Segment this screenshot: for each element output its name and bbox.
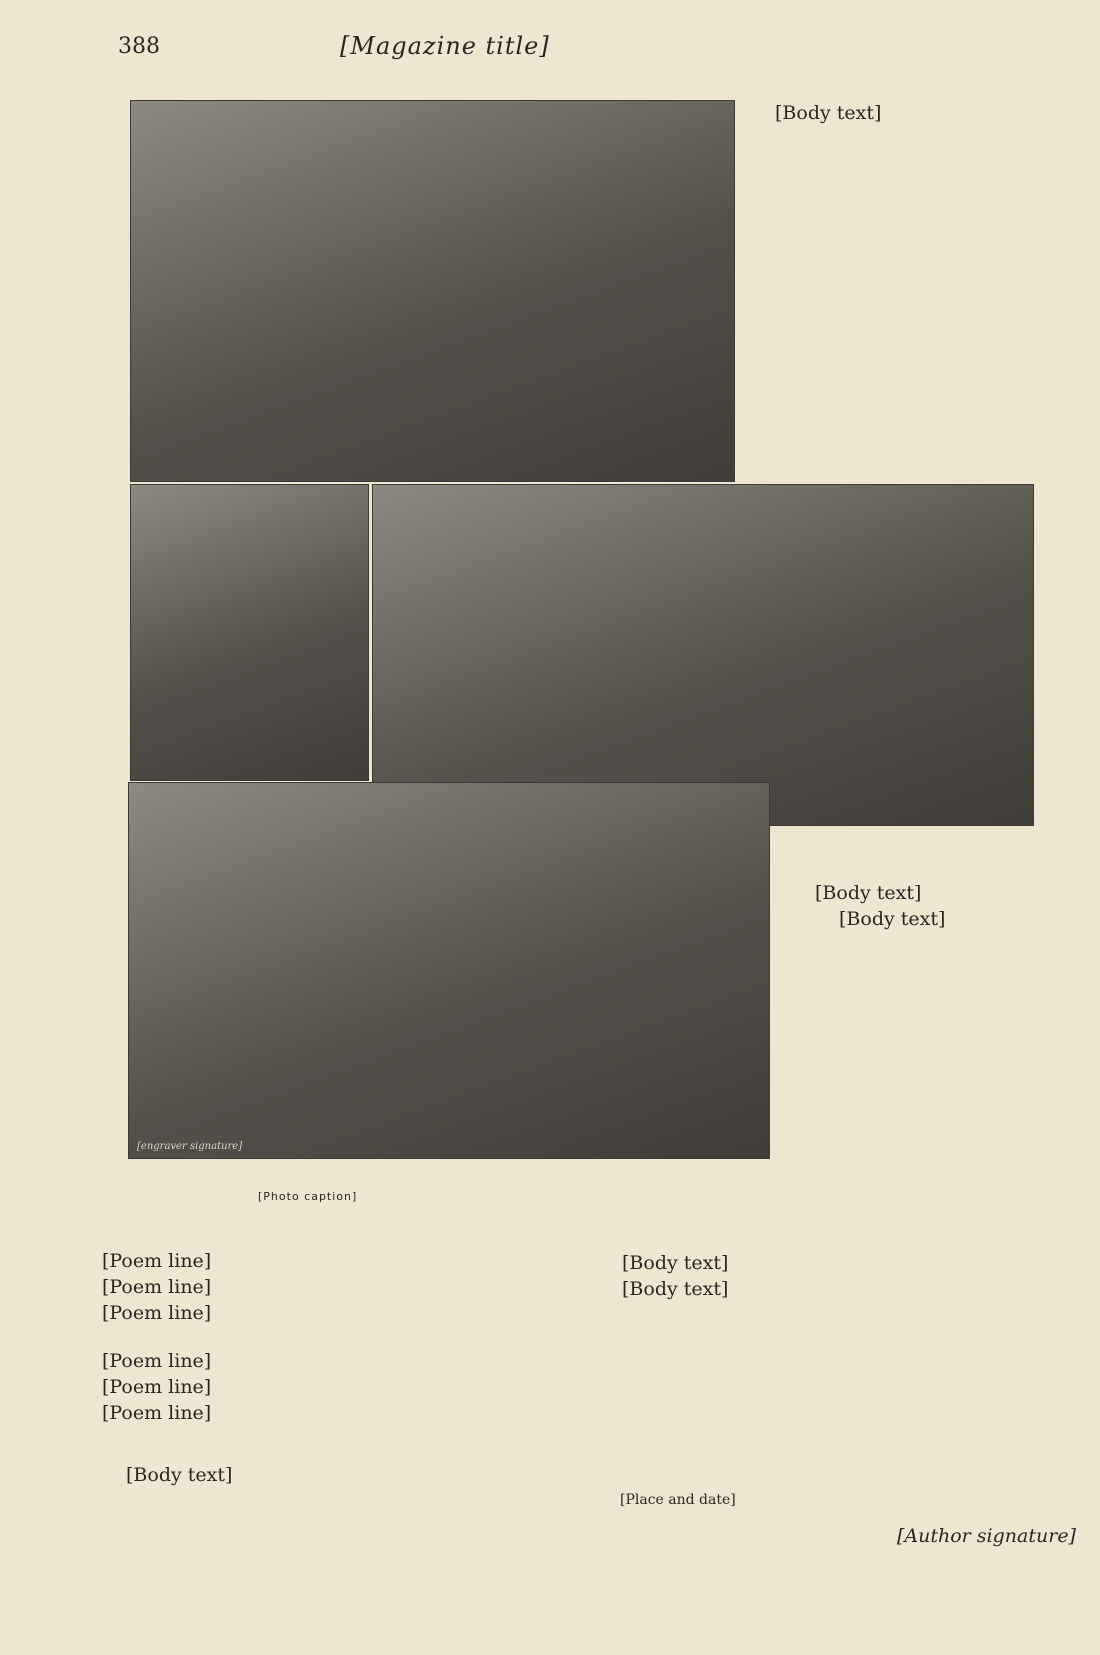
plate-park-avenue bbox=[130, 100, 735, 482]
author-signature: [Author signature] bbox=[897, 1525, 1076, 1547]
running-head bbox=[0, 28, 1100, 68]
poem-line: [Poem line] bbox=[102, 1302, 212, 1324]
plate-lake-boats bbox=[128, 782, 770, 1159]
paragraph: [Body text] bbox=[622, 1278, 729, 1300]
photo-park bbox=[131, 101, 734, 481]
paragraph: [Body text] bbox=[815, 882, 922, 904]
top-right-column bbox=[775, 100, 1060, 126]
poem-line: [Poem line] bbox=[102, 1250, 212, 1272]
poem-line: [Poem line] bbox=[102, 1350, 212, 1372]
photo-lake bbox=[129, 783, 769, 1158]
plate-portrait bbox=[130, 484, 369, 781]
poem-line: [Poem line] bbox=[102, 1376, 212, 1398]
poem bbox=[102, 1248, 572, 1426]
paragraph: [Body text] bbox=[775, 102, 882, 124]
dateline: [Place and date] bbox=[620, 1492, 736, 1508]
right-middle-column bbox=[815, 880, 1060, 932]
engraver-mark: [engraver signature] bbox=[137, 1141, 243, 1152]
page-number: 388 bbox=[118, 34, 160, 59]
plate-waterfall-bridge bbox=[372, 484, 1034, 826]
paragraph: [Body text] bbox=[839, 908, 946, 930]
paragraph: [Body text] bbox=[622, 1252, 729, 1274]
photo-portrait bbox=[131, 485, 368, 780]
running-title: [Magazine title] bbox=[340, 32, 550, 60]
poem-line: [Poem line] bbox=[102, 1276, 212, 1298]
photo-waterfall bbox=[373, 485, 1033, 825]
figure-caption: [Photo caption] bbox=[258, 1190, 358, 1203]
paragraph: [Body text] bbox=[126, 1464, 233, 1486]
stanza-gap bbox=[102, 1326, 572, 1348]
bottom-right-column bbox=[598, 1250, 1050, 1302]
bottom-left-column bbox=[102, 1462, 572, 1488]
poem-line: [Poem line] bbox=[102, 1402, 212, 1424]
